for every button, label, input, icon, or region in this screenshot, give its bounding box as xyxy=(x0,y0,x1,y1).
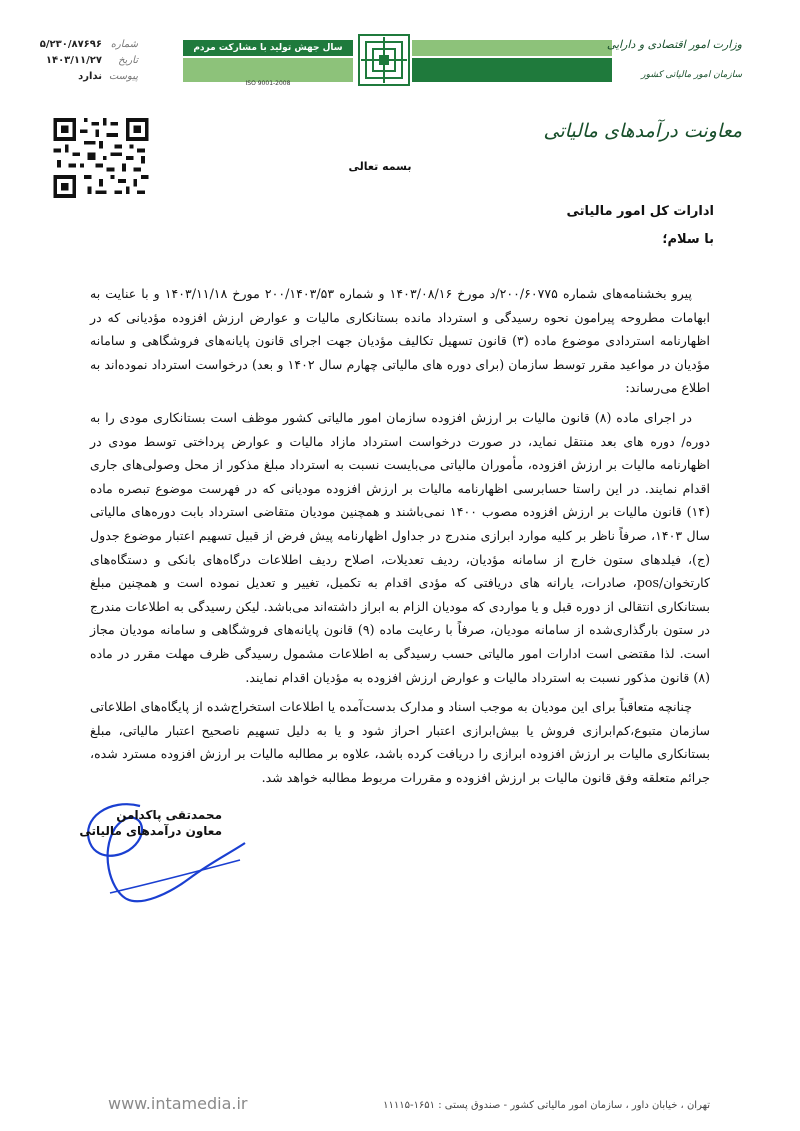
paragraph-3: چنانچه متعاقباً برای این مودیان به موجب اسناد و مدارک بدست‌آمده یا اطلاعات استخراج‌شده از پایگاه‌های اطلاعاتی سازمان متبوع،کم‌ابرازی فروش یا بیش‌ابرازی اعتبار احراز شود و یا به دلیل تسهیم ناصحیح اعتبار مالیاتی، مبلغ بستانکاری مالیات بر ارزش افزوده ابرازی را دریافت کرده باشد، علاوه بر مطالبه مالیات بر ارزش افزوده مسترد شده، جرائم متعلقه وفق قانون مالیات بر ارزش افزوده و مقررات مربوط مطالبه خواهد شد. xyxy=(90,699,710,785)
paragraph-2: در اجرای ماده (۸) قانون مالیات بر ارزش افزوده سازمان امور مالیاتی کشور موظف است بستانکاری مودی را به دوره/ دوره های بعد منتقل نماید، در صورت درخواست استرداد مازاد مالیات و عوارض پرداختی توسط مودی در اظهارنامه مالیات بر ارزش افزوده، مأموران مالیاتی می‌بایست نسبت به استرداد مبلغ مذکور از محل وصولی‌های جاری اقدام نمایند. در این راستا حسابرسی اظهارنامه مالیات بر ارزش افزوده مودیانی که در فهرست موضوع تبصره ماده (۱۴) قانون مالیات بر ارزش افزوده مصوب ۱۴۰۰ نمی‌باشند و همچنین مودیان متقاضی استرداد بابت دوره‌های مالیاتی سال ۱۴۰۳، صرفاً ناظر بر کلیه موارد ابرازی مندرج در جداول اظهارنامه پیش فرض از قبیل تسهیم اعتبار موضوع جدول (ج)، فیلدهای ستون خارج از سامانه مؤدیان، ردیف تعدیلات، اصلاح ردیف اطلاعات درگاه‌های بانکی و دستگاه‌های کارتخوان/pos، صادرات، یارانه های دریافتی که مؤدی اقدام به تکمیل، تغییر و تعدیل نموده است و همچنین مبلغ بستانکاری انتقالی از دوره قبل و یا مواردی که مودیان الزام به ابراز داشته‌اند می‌باشد. لیکن رسیدگی به اطلاعات مندرج در ستون بارگذاری‌شده از سامانه مودیان، صرفاً با رعایت ماده (۹) قانون پایانه‌های فروشگاهی و سامانه مودیان مجاز است. لذا مقتضی است ادارات امور مالیاتی حسب رسیدگی به اطلاعات مشمول رسیدگی ظرف مهلت مقرر در ماده (۸) قانون مذکور نسبت به استرداد مالیات و عوارض ارزش افزوده به مؤدیان اقدام نمایند. xyxy=(90,409,711,685)
iso-label: ISO 9001-2008 xyxy=(245,80,291,87)
letter-meta xyxy=(18,36,138,84)
qr-code-icon xyxy=(52,118,150,198)
organization-name: سازمان امور مالیاتی کشور xyxy=(641,70,742,80)
meta-attachment: پیوست ندارد xyxy=(78,70,138,82)
addressee: ادارات کل امور مالیاتی xyxy=(566,204,714,219)
signer-name: محمدتقی پاکدامن xyxy=(116,808,222,822)
footer-address: تهران ، خیابان داور ، سازمان امور مالیاتی کشور - صندوق پستی : ۱۶۵۱-۱۱۱۱۵ xyxy=(383,1100,710,1111)
meta-date: تاریخ ۱۴۰۳/۱۱/۲۷ xyxy=(45,54,138,66)
watermark-link[interactable]: www.intamedia.ir xyxy=(108,1094,248,1113)
deputy-title: معاونت درآمدهای مالیاتی xyxy=(543,120,742,142)
banner-stripe xyxy=(183,58,353,82)
bismillah: بسمه تعالی xyxy=(348,160,412,173)
signature-block xyxy=(62,807,222,839)
letter-body xyxy=(90,282,710,795)
signer-title: معاون درآمدهای مالیاتی xyxy=(79,824,222,838)
ministry-name: وزارت امور اقتصادی و دارایی xyxy=(606,38,742,51)
emblem-icon xyxy=(358,34,410,86)
meta-number: شماره ۵/۲۳۰/۸۷۶۹۶ xyxy=(39,38,138,50)
salutation: با سلام؛ xyxy=(662,232,714,247)
paragraph-1: پیرو بخشنامه‌های شماره ۲۰۰/۶۰۷۷۵/د مورخ ۱۴۰۳/۰۸/۱۶ و شماره ۲۰۰/۱۴۰۳/۵۳ مورخ ۱۴۰۳/۱۱/۱۸ و با عنایت به ابهامات مطروحه پیرامون نحوه رسیدگی و استرداد مانده بستانکاری مالیات و عوارض ارزش افزوده مؤدیانی که در اظهارنامه استردادی موضوع ماده (۳) قانون تسهیل تکالیف مؤدیان جهت اجرای قانون پایانه‌های فروشگاهی و سامانه مؤدیان در مواعید مقرر توسط سازمان (برای دوره های مالیاتی چهارم سال ۱۴۰۲ و بعد) درخواست استرداد نموده‌اند به اطلاع می‌رساند: xyxy=(90,286,711,396)
slogan-banner: سال جهش تولید با مشارکت مردم xyxy=(183,40,353,56)
